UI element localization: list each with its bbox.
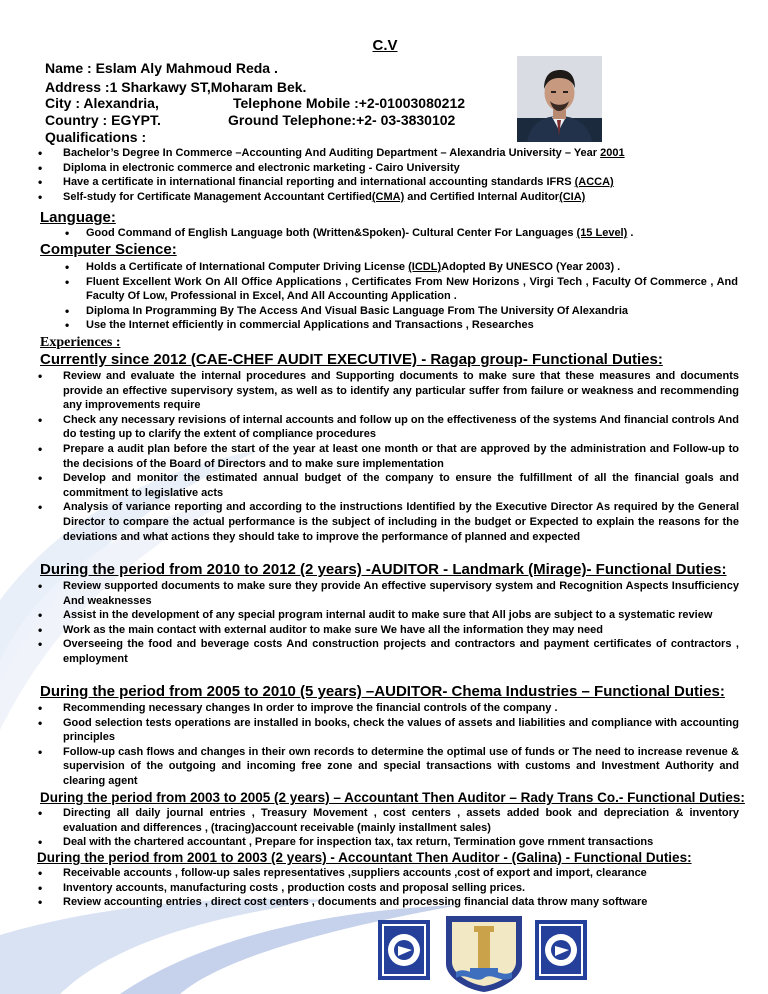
country-row (45, 111, 456, 129)
job-title: During the period from 2003 to 2005 (2 years) – Accountant Then Auditor – Rady Trans Co.- Functional Duties: (40, 790, 745, 805)
computer-heading: Computer Science: (40, 241, 177, 258)
country: Country : EGYPT. (45, 112, 161, 128)
list-item: • Diploma In Programming By The Access And Visual Basic Language From The University Of Alexandria (86, 304, 738, 319)
city-row (45, 94, 466, 112)
university-logo-left (378, 920, 430, 980)
list-item: • Fluent Excellent Work On All Office Applications , Certificates From New Horizons , Virgi Tech , Faculty Of Commerce , And Faculty Of Low, Professional in Excel, And All Accounting Application . (86, 275, 738, 304)
list-item: • Work as the main contact with external auditor to make sure We have all the information they may need (63, 623, 739, 638)
cv-title: C.V (372, 37, 398, 54)
city: City : Alexandria, (45, 95, 159, 111)
job-duties-list (63, 806, 739, 850)
job-title: During the period from 2001 to 2003 (2 years) - Accountant Then Auditor - (Galina) - Functional Duties: (37, 850, 692, 865)
job-duties-list (63, 866, 739, 910)
list-item: • Recommending necessary changes In order to improve the financial controls of the company . (63, 701, 739, 716)
job-title: During the period from 2005 to 2010 (5 years) –AUDITOR- Chema Industries – Functional Duties: (40, 683, 725, 700)
portrait-photo (517, 56, 602, 142)
language-heading: Language: (40, 209, 116, 226)
job-title: During the period from 2010 to 2012 (2 years) -AUDITOR - Landmark (Mirage)- Functional Duties: (40, 561, 727, 578)
footer-logos (0, 906, 768, 994)
university-logo-center (446, 916, 522, 992)
list-item: • Develop and monitor the estimated annual budget of the company to ensure the fulfillment of all the financial goals and commitment to legislative acts (63, 471, 739, 500)
list-item: • Review accounting entries , direct cost centers , documents and processing financial data throw many software (63, 895, 739, 910)
list-item: • Overseeing the food and beverage costs And construction projects and contractors and payment certificates of contractors , employment (63, 637, 739, 666)
list-item: • Assist in the development of any special program internal audit to make sure that All jobs are subject to a systematic review (63, 608, 739, 623)
address-line: Address :1 Sharkawy ST,Moharam Bek. (45, 79, 307, 95)
ground-phone: Ground Telephone:+2- 03-3830102 (228, 112, 456, 128)
list-item: • Good selection tests operations are installed in books, check the values of assets and liabilities and compliance with accounting principles (63, 716, 739, 745)
qualifications-heading: Qualifications : (45, 129, 147, 145)
mobile-phone: Telephone Mobile :+2-01003080212 (233, 95, 466, 111)
experiences-heading: Experiences : (40, 335, 121, 350)
list-item: • Bachelor’s Degree In Commerce –Accounting And Auditing Department – Alexandria University – Year 2001 (63, 146, 723, 161)
job-title: Currently since 2012 (CAE-CHEF AUDIT EXECUTIVE) - Ragap group- Functional Duties: (40, 351, 663, 368)
name-line: Name : Eslam Aly Mahmoud Reda . (45, 60, 278, 76)
list-item: • Receivable accounts , follow-up sales representatives ,suppliers accounts ,cost of export and import, clearance (63, 866, 739, 881)
university-logo-right (535, 920, 587, 980)
list-item: • Good Command of English Language both (Written&Spoken)- Cultural Center For Languages (15 Level) . (86, 226, 736, 241)
list-item: • Follow-up cash flows and changes in their own records to determine the optimal use of funds or The need to increase revenue & supervision of the outgoing and incoming free zone and special transactions with customs and Investment Authority and clearing agent (63, 745, 739, 789)
list-item: • Directing all daily journal entries , Treasury Movement , cost centers , assets added book and depreciation & inventory evaluation and differences , (tracing)account receivable (mainly installment sales) (63, 806, 739, 835)
list-item: • Inventory accounts, manufacturing costs , production costs and proposal selling prices. (63, 881, 739, 896)
job-duties-list (63, 579, 739, 667)
list-item: • Check any necessary revisions of internal accounts and follow up on the effectiveness of the systems And financial controls And do testing up to clarify the extent of compliance procedures (63, 413, 739, 442)
list-item: • Self-study for Certificate Management Accountant Certified(CMA) and Certified Internal Auditor(CIA) (63, 190, 723, 205)
list-item: • Analysis of variance reporting and according to the instructions Identified by the Executive Director As required by the General Director to compare the actual performance is the subject of including in the budget or Expected to explain the reasons for the deviations and what actions they should take to improve the performance of planned and expected (63, 500, 739, 544)
computer-list (86, 260, 738, 333)
list-item: • Have a certificate in international financial reporting and international accounting standards IFRS (ACCA) (63, 175, 723, 190)
list-item: • Diploma in electronic commerce and electronic marketing - Cairo University (63, 161, 723, 176)
list-item: • Use the Internet efficiently in commercial Applications and Transactions , Researches (86, 318, 738, 333)
job-duties-list (63, 369, 739, 544)
list-item: • Review and evaluate the internal procedures and Supporting documents to make sure that these measures and documents provide an effective supervisory system, as well as to identify any particular suffer from failure or weakness and recommending any improvements require (63, 369, 739, 413)
job-duties-list (63, 701, 739, 789)
language-list (86, 226, 736, 241)
list-item: • Prepare a audit plan before the start of the year at least one month or that are approved by the administration and Follow-up to the decisions of the Board of Directors and to make sure implementation (63, 442, 739, 471)
list-item: • Holds a Certificate of International Computer Driving License (ICDL)Adopted By UNESCO (Year 2003) . (86, 260, 738, 275)
list-item: • Review supported documents to make sure they provide An effective supervisory system and Recognition Aspects Insufficiency And weaknesses (63, 579, 739, 608)
list-item: • Deal with the chartered accountant , Prepare for inspection tax, tax return, Termination gove rnment transactions (63, 835, 739, 850)
qualifications-list (63, 146, 723, 204)
